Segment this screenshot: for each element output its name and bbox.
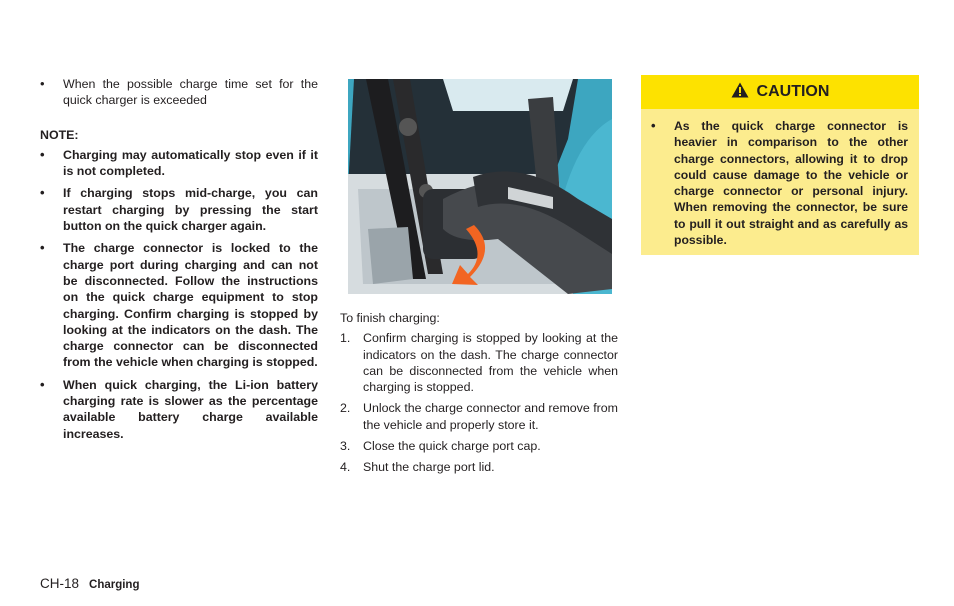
step-text: Shut the charge port lid.	[363, 460, 495, 475]
note-item: • When quick charging, the Li-ion battery charging rate is slower as the percentage available battery charge available increases.	[40, 377, 318, 442]
caution-body	[641, 109, 919, 255]
caution-title: CAUTION	[756, 82, 830, 100]
caution-item: • As the quick charge connector is heavier in comparison to the other charge connectors, allowing it to drop could cause damage to the vehicle or charge connector or personal injury. When removing the connector, be sure to pull it out straight and as carefully as possible.	[651, 118, 908, 248]
step-number: 3.	[340, 439, 351, 454]
charge-connector-illustration	[348, 79, 612, 294]
step-item	[340, 400, 618, 433]
left-column	[40, 76, 318, 448]
intro-bullet: • When the possible charge time set for the quick charger is exceeded	[40, 76, 318, 109]
step-number: 4.	[340, 460, 351, 475]
caution-header	[641, 75, 919, 109]
step-number: 1.	[340, 331, 351, 346]
finish-charging-intro: To finish charging:	[340, 311, 440, 325]
step-number: 2.	[340, 401, 351, 416]
warning-triangle-icon	[731, 82, 749, 102]
note-item: • If charging stops mid-charge, you can restart charging by pressing the start button on the quick charger again.	[40, 185, 318, 234]
note-item: • The charge connector is locked to the charge port during charging and can not be disconnected. Follow the instructions on the quick charge equipment to stop charging. Confirm charging is stopped by looking at the indicators on the dash. The charge connector can be disconnected from the vehicle when charging is stopped.	[40, 240, 318, 370]
step-item	[340, 330, 618, 395]
page-number: CH-18	[40, 576, 80, 591]
step-text: Confirm charging is stopped by looking at the indicators on the dash. The charge connector can be disconnected from the vehicle when charging is stopped.	[363, 331, 618, 395]
note-item: • Charging may automatically stop even if it is not completed.	[40, 147, 318, 180]
step-item	[340, 459, 618, 475]
page-footer	[40, 576, 140, 591]
step-text: Close the quick charge port cap.	[363, 439, 541, 454]
note-label: NOTE:	[40, 127, 79, 142]
section-title: Charging	[89, 579, 140, 591]
middle-column	[340, 310, 618, 481]
caution-box	[641, 75, 919, 255]
step-text: Unlock the charge connector and remove from the vehicle and properly store it.	[363, 401, 618, 432]
step-item	[340, 438, 618, 454]
